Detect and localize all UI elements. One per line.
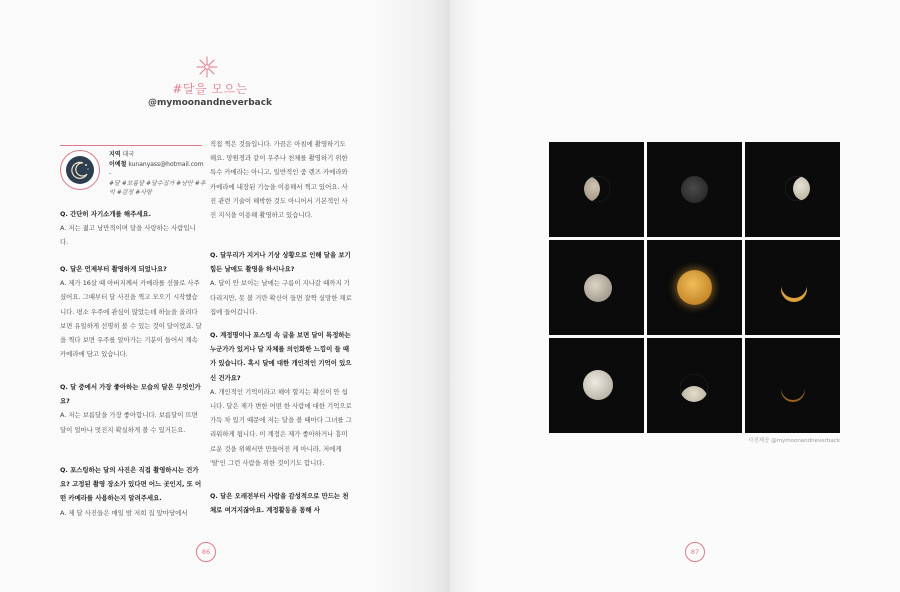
profile-name: 이예철 bbox=[109, 160, 127, 168]
moon-photo-grid bbox=[549, 142, 839, 432]
moon-photo-9 bbox=[745, 338, 840, 433]
answer-3: A. 저는 보름달을 가장 좋아합니다. 보름달이 뜨면 달이 얼마나 멋진지 확실하게 볼 수 있거든요. bbox=[60, 411, 198, 434]
moon-photo-5 bbox=[647, 240, 742, 335]
moon-photo-2 bbox=[647, 142, 742, 237]
answer-1: A. 저는 젊고 낭만적이며 달을 사랑하는 사람입니다. bbox=[60, 224, 196, 247]
question-4: Q. 포스팅하는 달의 사진은 직접 촬영하시는 건가요? 고정된 촬영 장소가 있다면 어느 곳인지, 또 어떤 카메라를 사용하는지 알려주세요. bbox=[60, 466, 202, 503]
profile-region: 대국 bbox=[122, 151, 135, 158]
page-number-left: 86 bbox=[196, 542, 216, 562]
question-3: Q. 달 중에서 가장 좋아하는 모습의 달은 무엇인가요? bbox=[60, 383, 201, 406]
answer-4: A. 제 달 사진들은 매일 밤 저희 집 앞마당에서 bbox=[60, 508, 188, 517]
moon-photo-6 bbox=[745, 240, 840, 335]
question-5: Q. 달무리가 지거나 기상 상황으로 인해 달을 보기 힘든 날에도 촬영을 하시나요? bbox=[210, 251, 351, 274]
profile-dash: - bbox=[109, 170, 112, 177]
profile-block bbox=[60, 148, 206, 200]
account-handle: @mymoonandneverback bbox=[147, 98, 273, 108]
question-7: Q. 달은 오래전부터 사람을 감성적으로 만드는 천체로 여겨지잖아요. 계정활동을 통해 사 bbox=[210, 492, 349, 515]
question-2: Q. 달은 언제부터 촬영하게 되었나요? bbox=[60, 265, 167, 273]
profile-tags: #달 #보름달 #달수집가 #낭만 #추억 #감정 #사랑 bbox=[109, 179, 206, 196]
answer-6: A. 개인적인 기억이라고 해야 할지는 확신이 안 섭니다. 달은 제가 변한 어떤 한 사람에 대한 기억으로 가득 차 있기 때문에 저는 달을 볼 때마다 그녀를 그리워하게 됩니다. 이 계정은 제가 좋아하거나 흥미로운 것을 위해서만 만들어진 게 아니라, 저에게 '탈'인 그런 사람을 위한 것이기도 합니다. bbox=[210, 387, 352, 467]
qa-block-8 bbox=[210, 489, 352, 517]
profile-rule bbox=[60, 145, 202, 146]
moon-photo-1 bbox=[549, 142, 644, 237]
page-title: #달을 모으는 bbox=[172, 82, 248, 96]
moon-star-icon bbox=[66, 156, 94, 184]
moon-photo-3 bbox=[745, 142, 840, 237]
sparkle-icon bbox=[196, 56, 218, 78]
answer-4-cont: 직접 찍은 것들입니다. 가끔은 아침에 촬영하기도 해요. 망원경과 같이 우주나 천체를 촬영하기 위한 특수 카메라는 아니고, 일반적인 줌 렌즈 카메라와 카메라에 내장된 기능을 이용해서 찍고 있어요. 사진 관련 기술이 해박한 것도 아니어서 기본적인 사진 지식을 이용해 촬영하고 있습니다. bbox=[210, 140, 348, 220]
qa-block-5 bbox=[210, 137, 352, 222]
qa-block-4 bbox=[60, 463, 202, 520]
photo-credit: 사진제공 @mymoonandneverback bbox=[748, 438, 840, 444]
answer-5: A. 달이 안 보이는 날에는 구름이 지나갈 때까지 기다리지만, 못 볼 거란 확신이 들면 잘짝 실망한 채로 집에 들어갑니다. bbox=[210, 279, 352, 316]
answer-2: A. 제가 16살 때 아버지께서 카메라를 선물로 사주셨어요. 그때부터 달 사진을 찍고 모으기 시작했습니다. 평소 우주에 관심이 많았는데 하늘을 올려다보면 유일하게 선명히 볼 수 있는 것이 달이었죠. 달을 찍다 보면 우주를 알아가는 기분이 들어서 계속 카메라에 담고 있습니다. bbox=[60, 279, 202, 359]
qa-block-2 bbox=[60, 262, 202, 361]
moon-photo-8 bbox=[647, 338, 742, 433]
profile-email: kunanyass@hotmail.com bbox=[128, 160, 204, 168]
page-number-right: 87 bbox=[685, 542, 705, 562]
question-1: Q. 간단히 자기소개를 해주세요. bbox=[60, 210, 152, 218]
qa-block-1 bbox=[60, 207, 202, 250]
qa-block-7 bbox=[210, 328, 352, 470]
profile-region-label: 지역 bbox=[109, 151, 121, 158]
qa-block-6 bbox=[210, 248, 352, 319]
profile-text bbox=[109, 150, 209, 198]
qa-block-3 bbox=[60, 380, 202, 437]
moon-photo-4 bbox=[549, 240, 644, 335]
avatar bbox=[60, 150, 100, 190]
moon-photo-7 bbox=[549, 338, 644, 433]
question-6: Q. 계정명이나 포스팅 속 글을 보면 달이 특정하는 누군가가 있거나 달 자체를 의인화한 느낌이 들 때가 있습니다. 혹시 달에 대한 개인적인 기억이 있으신 건가요? bbox=[210, 331, 352, 382]
gutter-shadow-left bbox=[372, 0, 450, 592]
gutter-shadow-right bbox=[450, 0, 480, 592]
